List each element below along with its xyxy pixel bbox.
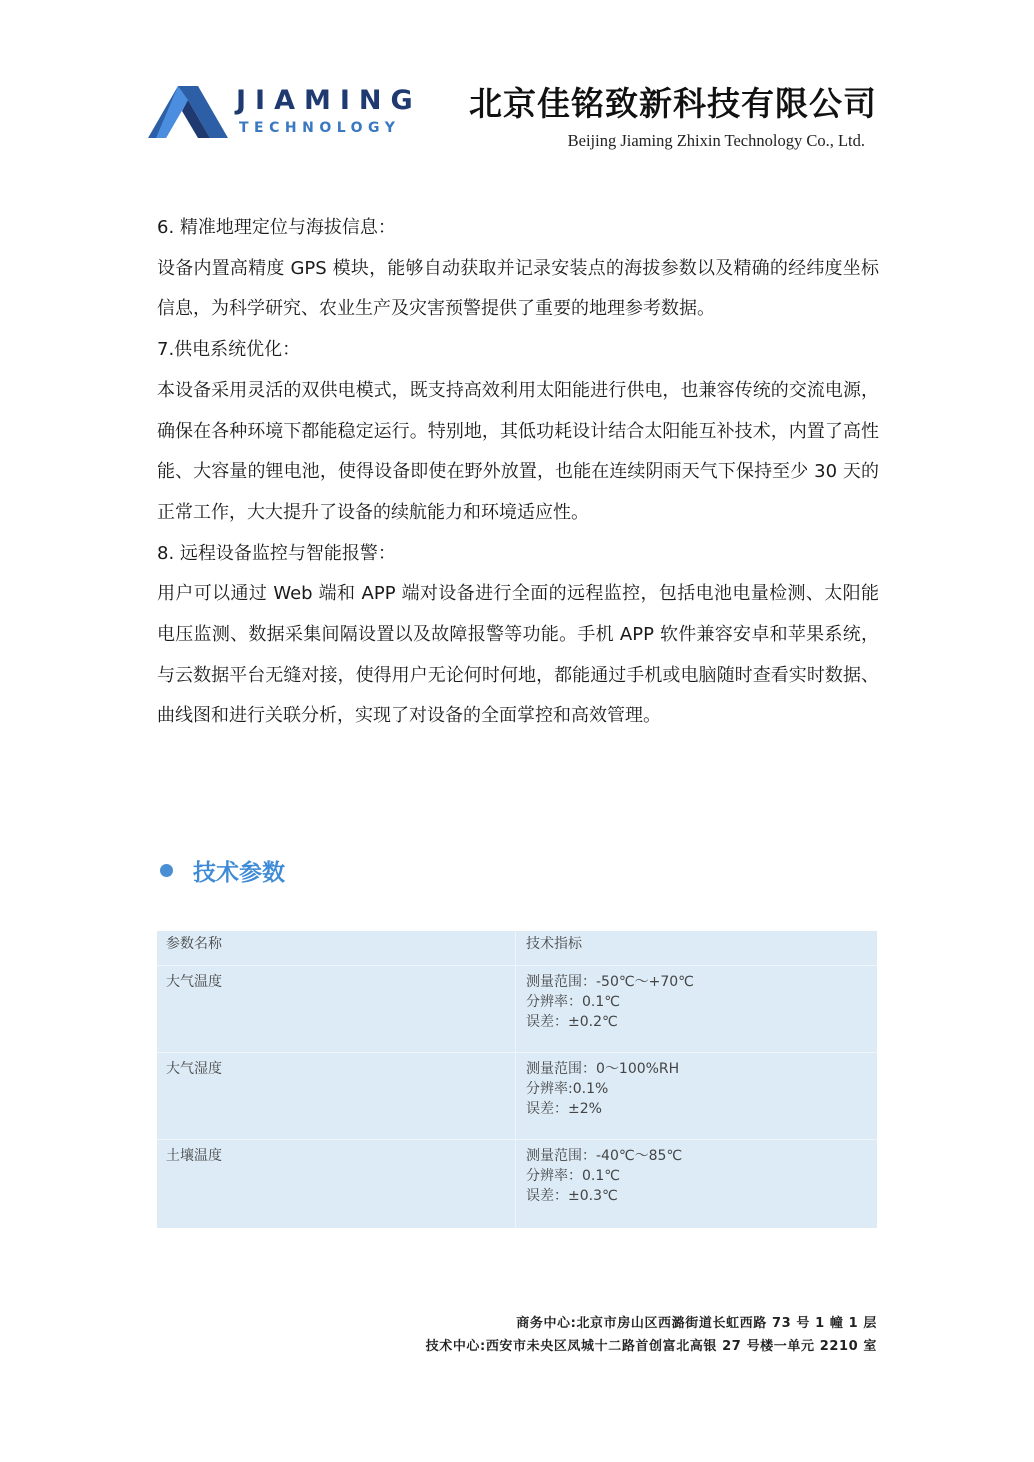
spec-line: 分辨率：0.1℃ (526, 994, 620, 1010)
spec-line: 测量范围：-40℃～85℃ (526, 1148, 683, 1164)
section-title: 技术参数 (193, 859, 285, 886)
table-row (157, 1053, 877, 1140)
spec-line: 测量范围：0～100%RH (526, 1061, 680, 1077)
spec-line: 分辨率：0.1℃ (526, 1168, 620, 1184)
body-text (157, 208, 879, 737)
heading-remote: 8. 远程设备监控与智能报警： (157, 542, 396, 564)
param-name: 大气湿度 (157, 1053, 516, 1139)
spec-line: 误差：±0.2℃ (526, 1014, 618, 1030)
paragraph-remote: 用户可以通过 Web 端和 APP 端对设备进行全面的远程监控，包括电池电量检测、太阳能电压监测、数据采集间隔设置以及故障报警等功能。手机 APP 软件兼容安卓和苹果系统，与云数据平台无缝对接，使得用户无论何时何地，都能通过手机或电脑随时查看实时数据、曲线图和进行关联分析，实现了对设备的全面掌控和高效管理。 (157, 583, 879, 727)
table-row (157, 1140, 877, 1228)
table-header-row (157, 931, 877, 966)
footer (426, 1312, 877, 1358)
param-spec (516, 966, 877, 1052)
spec-line: 误差：±2% (526, 1101, 602, 1117)
param-name: 土壤温度 (157, 1140, 516, 1228)
section-heading (157, 852, 285, 888)
company-name-cn: 北京佳铭致新科技有限公司 (469, 84, 877, 123)
table-header-param: 参数名称 (157, 931, 516, 965)
bullet-dot-icon (160, 864, 173, 877)
spec-line: 误差：±0.3℃ (526, 1188, 618, 1204)
param-spec (516, 1140, 877, 1228)
company-logo-icon (148, 84, 228, 140)
table-header-spec: 技术指标 (526, 936, 582, 952)
paragraph-power: 本设备采用灵活的双供电模式，既支持高效利用太阳能进行供电，也兼容传统的交流电源，确保在各种环境下都能稳定运行。特别地，其低功耗设计结合太阳能互补技术，内置了高性能、大容量的锂电池，使得设备即使在野外放置，也能在连续阴雨天气下保持至少 30 天的正常工作，大大提升了设备的续航能力和环境适应性。 (157, 379, 879, 523)
spec-table (157, 931, 877, 1228)
logo-subtitle: TECHNOLOGY (239, 120, 401, 136)
param-spec (516, 1053, 877, 1139)
heading-gps: 6. 精准地理定位与海拔信息： (157, 217, 396, 238)
paragraph-gps: 设备内置高精度 GPS 模块，能够自动获取并记录安装点的海拔参数以及精确的经纬度坐标信息，为科学研究、农业生产及灾害预警提供了重要的地理参考数据。 (157, 257, 879, 320)
footer-tech-address: 技术中心:西安市未央区凤城十二路首创富北高银 27 号楼一单元 2210 室 (425, 1339, 877, 1354)
param-name: 大气温度 (157, 966, 516, 1052)
spec-line: 分辨率:0.1% (526, 1081, 609, 1097)
footer-business-address: 商务中心:北京市房山区西潞街道长虹西路 73 号 1 幢 1 层 (516, 1316, 877, 1331)
heading-power: 7.供电系统优化： (157, 339, 301, 361)
company-name-en: Beijing Jiaming Zhixin Technology Co., Ltd. (567, 131, 865, 150)
logo-wordmark: JIAMING (236, 85, 422, 116)
spec-line: 测量范围：-50℃～+70℃ (526, 974, 694, 990)
table-row (157, 966, 877, 1053)
